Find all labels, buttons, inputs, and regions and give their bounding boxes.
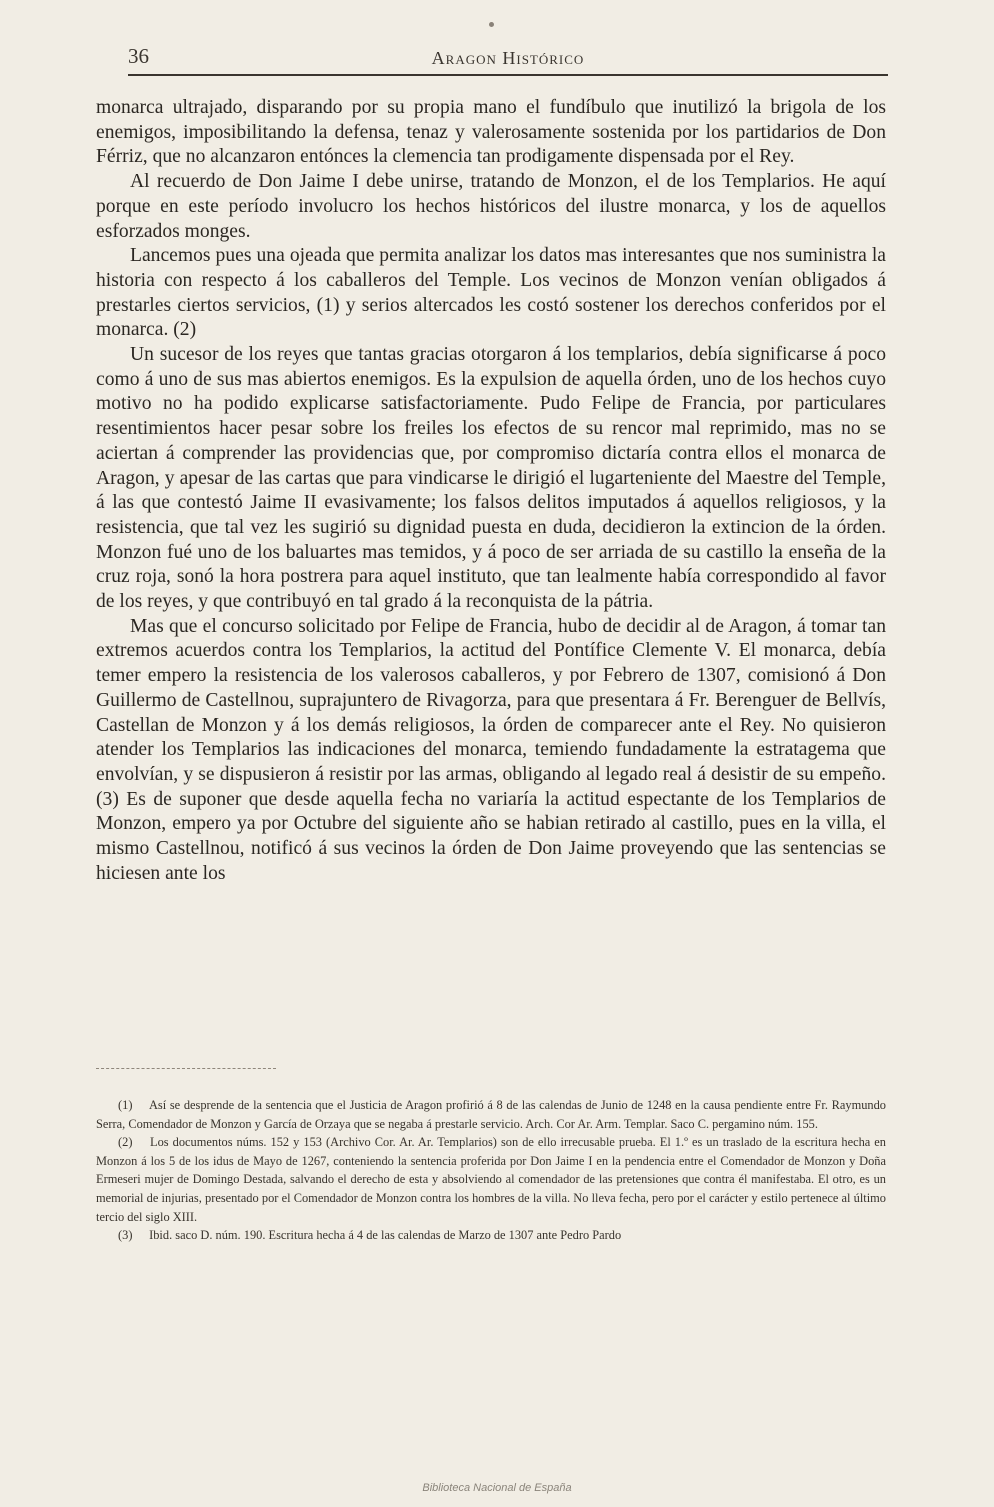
- footnote: [96, 1226, 886, 1245]
- footnote-text: Así se desprende de la sentencia que el Justicia de Aragon profirió á 8 de las calendas de Junio de 1248 en la causa pendiente entre Fr. Raymundo Serra, Comendador de Monzon y García de Orzaya que se negaba á prestarle servicio. Arch. Cor Ar. Arm. Templar. Saco C. pergamino núm. 155.: [96, 1098, 886, 1131]
- footnote: [96, 1096, 886, 1133]
- footnote-separator: [96, 1068, 276, 1073]
- paragraph: Mas que el concurso solicitado por Felipe de Francia, hubo de decidir al de Aragon, á tomar tan extremos acuerdos contra los Templarios, la actitud del Pontífice Clemente V. El monarca, debía temer empero la resistencia de los valerosos caballeros, y por Febrero de 1307, comisionó á Don Guillermo de Castellnou, suprajuntero de Rivagorza, para que presentara á Fr. Berenguer de Bellvís, Castellan de Monzon y á los demás religiosos, la órden de comparecer ante el Rey. No quisieron atender los Templarios las indicaciones del monarca, temiendo fundadamente la estratagema que envolvían, y se dispusieron á resistir por las armas, obligando al legado real á desistir de su empeño. (3) Es de suponer que desde aquella fecha no variaría la actitud espectante de los Templarios de Monzon, empero ya por Octubre del siguiente año se habian retirado al castillo, pues en la villa, el mismo Castellnou, notificó á sus vecinos la órden de Don Jaime proveyendo que las sentencias se hiciesen ante los: [96, 615, 886, 884]
- print-mark: [489, 22, 494, 27]
- header-rule: [128, 74, 888, 76]
- footnote-number: (2): [118, 1135, 133, 1150]
- paragraph: Lancemos pues una ojeada que permita analizar los datos mas interesantes que nos suministra la historia con respecto á los caballeros del Temple. Los vecinos de Monzon venían obligados á prestarles ciertos servicios, (1) y serios altercados les costó sostener los derechos conferidos por el monarca. (2): [96, 245, 886, 341]
- library-credit: Biblioteca Nacional de España: [422, 1482, 572, 1494]
- page-header: [128, 44, 888, 76]
- footnote-number: (1): [118, 1098, 133, 1112]
- paragraph: monarca ultrajado, disparando por su propia mano el fundíbulo que inutilizó la brigola de los enemigos, imposibilitando la defensa, tenaz y valerosamente sostenida por los partidarios de Don Férriz, que no alcanzaron entónces la clemencia tan prodigamente dispensada por el Rey.: [96, 97, 886, 168]
- footnote-text: Ibid. saco D. núm. 190. Escritura hecha á 4 de las calendas de Marzo de 1307 ante Pedro Pardo: [149, 1228, 622, 1243]
- running-title: Aragon Histórico: [431, 48, 585, 68]
- paragraph: Un sucesor de los reyes que tantas gracias otorgaron á los templarios, debía significarse á poco como á uno de sus mas abiertos enemigos. Es la expulsion de aquella órden, uno de los hechos cuyo motivo no ha podido explicarse satisfactoriamente. Pudo Felipe de Francia, por particulares resentimientos hacer pesar sobre los freiles los efectos de su rencor mal reprimido, mas no se aciertan á comprender las providencias que, por compromiso dictaría contra ellos el monarca de Aragon, y apesar de las cartas que para vindicarse le dirigió el lugarteniente del Maestre del Temple, á las que contestó Jaime II evasivamente; los falsos delitos imputados á aquellos religiosos, y la resistencia, que tal vez les sugirió su dignidad puesta en duda, decidieron la extincion de la órden. Monzon fué uno de los baluartes mas temidos, y á poco de ser arriada de su castillo la enseña de la cruz roja, sonó la hora postrera para aquel instituto, que tan lealmente había correspondido al favor de los reyes, y que contribuyó en tal grado á la reconquista de la pátria.: [96, 344, 886, 613]
- body-text: [96, 96, 886, 887]
- footnote: [96, 1133, 886, 1226]
- paragraph: Al recuerdo de Don Jaime I debe unirse, tratando de Monzon, el de los Templarios. He aquí porque en este período involucro los hechos históricos del ilustre monarca, y los de aquellos esforzados monges.: [96, 171, 886, 242]
- footnote-text: Los documentos núms. 152 y 153 (Archivo Cor. Ar. Ar. Templarios) son de ello irrecusable prueba. El 1.º es un traslado de la escritura hecha en Monzon á los 5 de los idus de Mayo de 1267, conteniendo la sentencia proferida por Don Jaime I en la pendencia entre el Comendador de Monzon y Doña Ermeseri mujer de Domingo Destada, salvando el derecho de esta y absolviendo al comendador de las pretensiones que contra él manifestaba. El otro, es un memorial de injurias, presentado por el Comendador de Monzon contra los hombres de la villa. No lleva fecha, pero por el carácter y estilo pertenece al último tercio del siglo XIII.: [96, 1135, 886, 1224]
- page-number: 36: [128, 44, 149, 68]
- footnotes: [96, 1096, 886, 1245]
- footnote-number: (3): [118, 1228, 133, 1243]
